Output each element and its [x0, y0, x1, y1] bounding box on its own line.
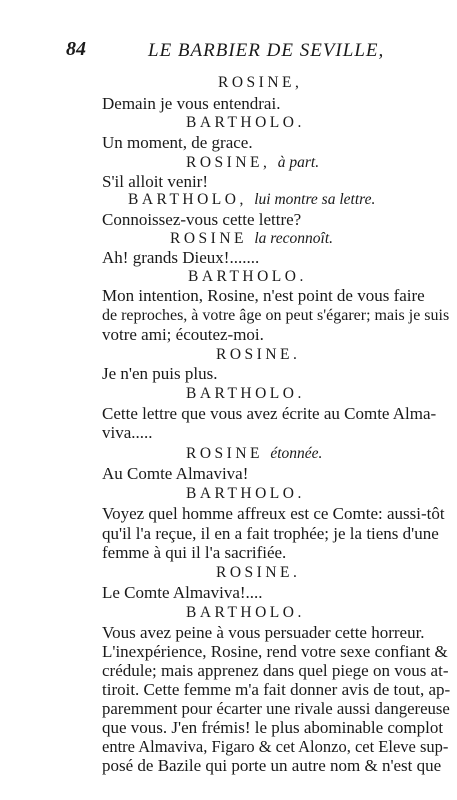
speaker-name: ROSINE	[170, 230, 247, 247]
text-line: Mon intention, Rosine, n'est point de vous faire	[102, 286, 425, 305]
text-line: L'inexpérience, Rosine, rend votre sexe confiant &	[102, 642, 448, 661]
text-line: Je n'en puis plus.	[102, 364, 218, 383]
running-title: LE BARBIER DE SEVILLE,	[148, 40, 385, 61]
text-line: que vous. J'en frémis! le plus abominable complot	[102, 718, 444, 737]
text-line: Vous avez peine à vous persuader cette horreur.	[102, 623, 425, 642]
text-line: tiroit. Cette femme m'a fait donner avis de tout, ap-	[102, 680, 451, 699]
speaker-name: BARTHOLO.	[186, 485, 305, 502]
speaker-line	[170, 229, 333, 249]
speaker-name: ROSINE,	[186, 154, 271, 171]
speaker-line	[186, 444, 322, 464]
text-line: qu'il l'a reçue, il en a fait trophée; je la tiens d'une	[102, 524, 439, 543]
text-line: Un moment, de grace.	[102, 133, 253, 152]
text-line: Voyez quel homme affreux est ce Comte: aussi-tôt	[102, 504, 445, 523]
text-line: entre Almaviva, Figaro & cet Alonzo, cet Eleve sup-	[102, 737, 449, 756]
speaker-line	[186, 153, 319, 173]
speaker-line	[186, 484, 305, 504]
speaker-line	[188, 267, 307, 287]
text-line: femme à qui il l'a sacrifiée.	[102, 543, 287, 562]
speaker-name: BARTHOLO,	[128, 191, 247, 208]
page-header	[66, 38, 436, 64]
text-line: Au Comte Almaviva!	[102, 464, 249, 483]
speaker-line	[216, 345, 300, 365]
speaker-line	[186, 113, 305, 133]
text-line: Le Comte Almaviva!....	[102, 583, 263, 602]
speaker-name: BARTHOLO.	[186, 385, 305, 402]
text-line: Cette lettre que vous avez écrite au Comte Alma-	[102, 404, 437, 423]
text-line: Connoissez-vous cette lettre?	[102, 210, 302, 229]
stage-direction: lui montre sa lettre.	[254, 191, 376, 208]
speaker-name: BARTHOLO.	[186, 604, 305, 621]
speaker-line	[186, 603, 305, 623]
speaker-name: ROSINE	[186, 445, 263, 462]
text-line: de reproches, à votre âge on peut s'égarer; mais je suis	[102, 307, 450, 324]
speaker-name: BARTHOLO.	[188, 268, 307, 285]
speaker-name: ROSINE,	[218, 74, 303, 91]
text-line: viva.....	[102, 423, 153, 442]
text-line: votre ami; écoutez-moi.	[102, 325, 264, 344]
text-line: posé de Bazile qui porte un autre nom & n'est que	[102, 756, 442, 775]
text-line: S'il alloit venir!	[102, 172, 208, 191]
text-line: paremment pour écarter une rivale aussi dangereuse	[102, 699, 450, 718]
speaker-line	[186, 384, 305, 404]
stage-direction: étonnée.	[270, 445, 323, 462]
speaker-name: ROSINE.	[216, 346, 301, 363]
text-line: crédule; mais apprenez dans quel piege on vous at-	[102, 661, 449, 680]
text-line: Demain je vous entendrai.	[102, 94, 281, 113]
stage-direction: la reconnoît.	[254, 230, 333, 247]
text-line: Ah! grands Dieux!.......	[102, 248, 260, 267]
stage-direction: à part.	[277, 154, 320, 171]
speaker-line	[216, 563, 300, 583]
page-number: 84	[66, 38, 86, 60]
speaker-name: ROSINE.	[216, 564, 301, 581]
speaker-name: BARTHOLO.	[186, 114, 305, 131]
speaker-line	[128, 190, 375, 210]
speaker-line	[218, 73, 302, 93]
